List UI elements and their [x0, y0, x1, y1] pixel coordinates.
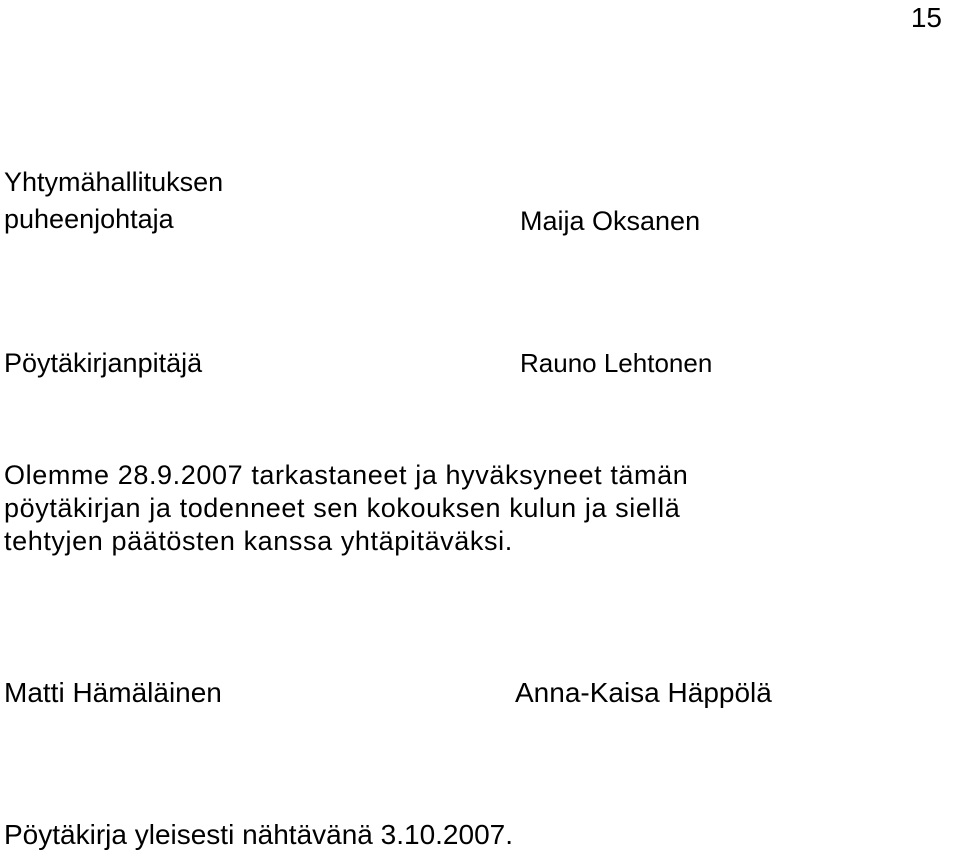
review-statement — [4, 459, 934, 558]
reviewer-2-name: Anna-Kaisa Häppölä — [515, 677, 772, 708]
secretary-name: Rauno Lehtonen — [520, 348, 713, 378]
statement-line-1: Olemme 28.9.2007 tarkastaneet ja hyväksyneet tämän — [4, 460, 689, 490]
statement-line-3: tehtyjen päätösten kanssa yhtäpitäväksi. — [4, 526, 513, 556]
secretary-role: Pöytäkirjanpitäjä — [4, 348, 203, 378]
chair-role-line-1: Yhtymähallituksen — [4, 167, 224, 197]
page-number: 15 — [910, 2, 942, 33]
chair-name: Maija Oksanen — [520, 206, 701, 236]
chair-role-line-2: puheenjohtaja — [4, 204, 174, 234]
public-notice: Pöytäkirja yleisesti nähtävänä 3.10.2007. — [4, 819, 513, 850]
reviewer-1-name: Matti Hämäläinen — [4, 677, 222, 708]
statement-line-2: pöytäkirjan ja todenneet sen kokouksen kulun ja siellä — [4, 493, 681, 523]
